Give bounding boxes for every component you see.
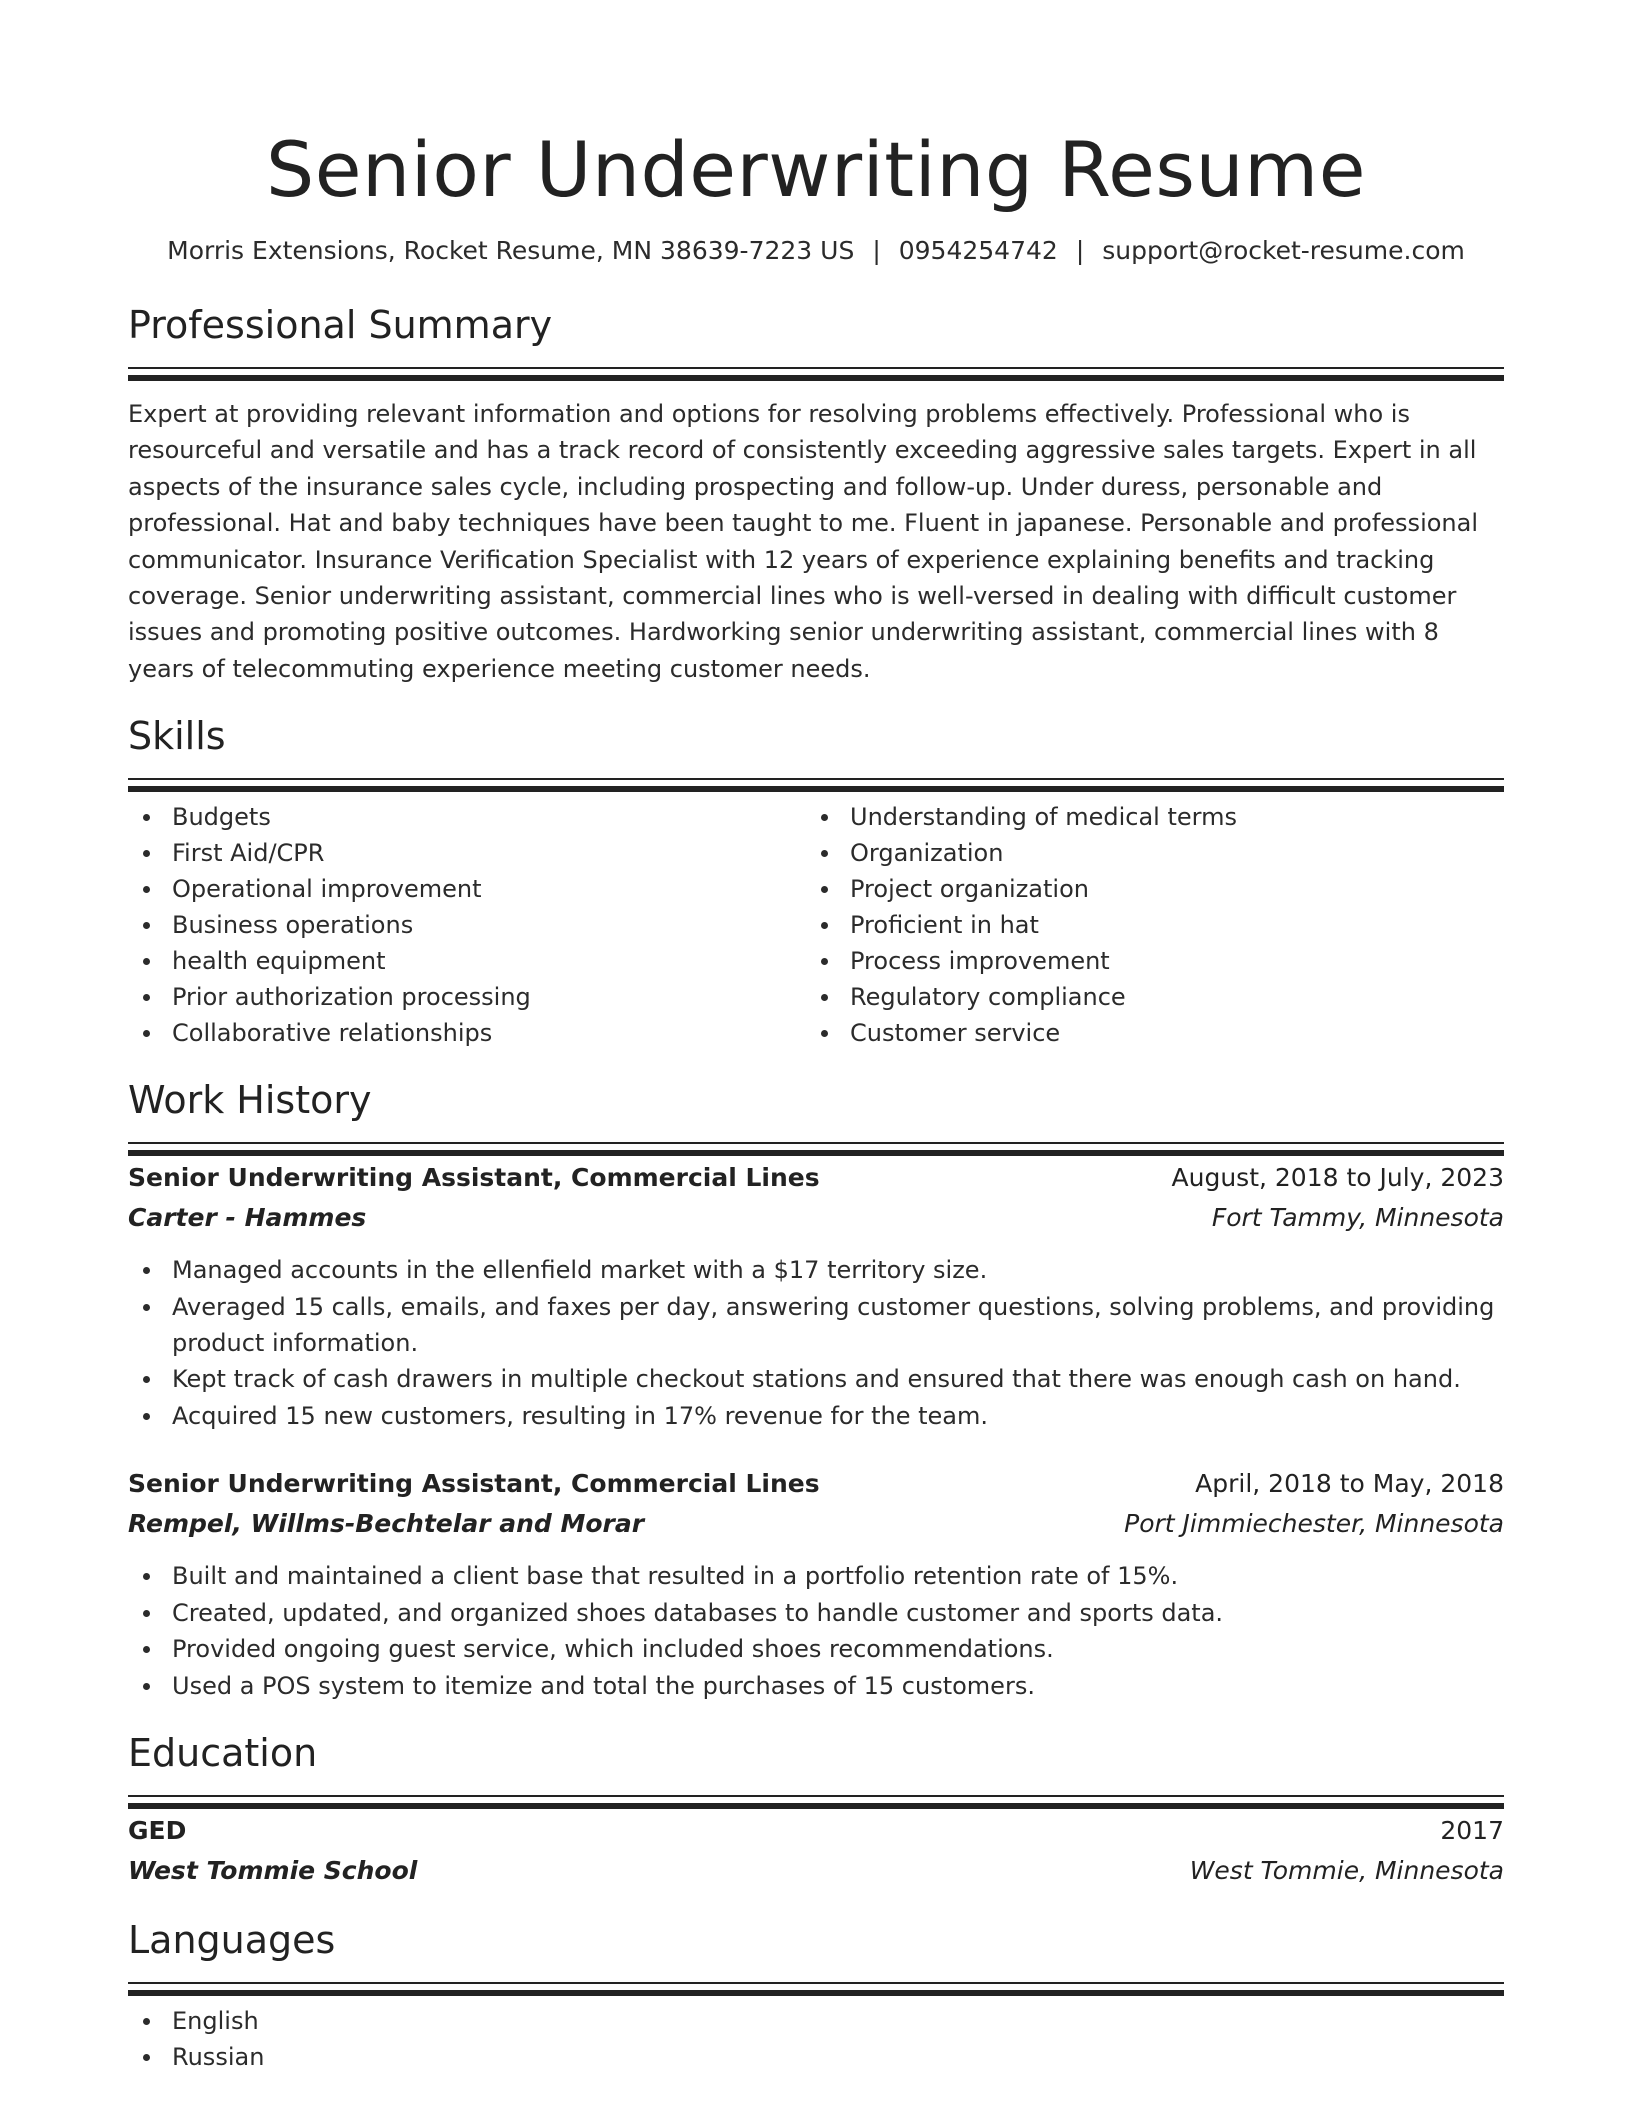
summary-text: Expert at providing relevant information and options for resolving problems effectively. Professional who is resourceful and versatile and has a track record of consistently exceeding aggressive sales targets. Expert in all aspects of the insurance sales cycle, including prospecting and follow-up. Under duress, personable and professional. Hat and baby techniques have been taught to me. Fluent in japanese. Personable and professional communicator. Insurance Verification Specialist with 12 years of experience explaining benefits and tracking coverage. Senior underwriting assistant, commercial lines who is well-versed in dealing with difficult customer issues and promoting positive outcomes. Hardworking senior underwriting assistant, commercial lines with 8 years of telecommuting experience meeting customer needs. bbox=[128, 400, 1478, 683]
education-subheader bbox=[128, 1851, 1504, 1891]
education-degree: GED bbox=[128, 1815, 187, 1845]
job-bullet: Built and maintained a client base that resulted in a portfolio retention rate of 15%. bbox=[128, 1558, 1504, 1594]
skills-column-left bbox=[128, 799, 806, 1051]
section-heading-languages: Languages bbox=[128, 1917, 336, 1962]
job-bullets bbox=[128, 1252, 1504, 1434]
skill-item: Proficient in hat bbox=[806, 907, 1484, 943]
job-bullet: Created, updated, and organized shoes databases to handle customer and sports data. bbox=[128, 1595, 1504, 1631]
skills-section bbox=[128, 712, 1504, 1051]
resume-page bbox=[128, 0, 1504, 2075]
job-dates: August, 2018 to July, 2023 bbox=[1171, 1163, 1504, 1193]
work-history-section bbox=[128, 1076, 1504, 1704]
section-heading-education: Education bbox=[128, 1730, 318, 1775]
skill-item: Operational improvement bbox=[128, 871, 806, 907]
education-year: 2017 bbox=[1440, 1815, 1504, 1845]
job-title: Senior Underwriting Assistant, Commercial Lines bbox=[128, 1469, 820, 1499]
job-bullet: Averaged 15 calls, emails, and faxes per day, answering customer questions, solving problems, and providing product information. bbox=[128, 1289, 1504, 1362]
skill-item: health equipment bbox=[128, 943, 806, 979]
education-section bbox=[128, 1729, 1504, 1891]
section-divider bbox=[128, 1795, 1504, 1797]
language-item: Russian bbox=[128, 2039, 1504, 2075]
skill-item: Collaborative relationships bbox=[128, 1015, 806, 1051]
skills-list-left bbox=[128, 799, 806, 1051]
job-company: Carter - Hammes bbox=[128, 1203, 367, 1233]
job-entry bbox=[128, 1464, 1504, 1704]
section-divider bbox=[128, 367, 1504, 369]
skill-item: Regulatory compliance bbox=[806, 979, 1484, 1015]
section-divider bbox=[128, 1982, 1504, 1984]
job-header bbox=[128, 1158, 1504, 1198]
job-company: Rempel, Willms-Bechtelar and Morar bbox=[128, 1509, 645, 1539]
job-entry bbox=[128, 1158, 1504, 1434]
contact-phone: 0954254742 bbox=[898, 236, 1058, 265]
languages-section bbox=[128, 1916, 1504, 2075]
job-dates: April, 2018 to May, 2018 bbox=[1195, 1469, 1504, 1499]
education-header bbox=[128, 1811, 1504, 1851]
section-heading-work-history: Work History bbox=[128, 1078, 372, 1123]
job-location: Port Jimmiechester, Minnesota bbox=[1124, 1509, 1504, 1539]
job-bullets bbox=[128, 1558, 1504, 1704]
contact-email: support@rocket-resume.com bbox=[1102, 236, 1465, 265]
skills-column-right bbox=[806, 799, 1484, 1051]
section-heading-summary: Professional Summary bbox=[128, 303, 553, 347]
skill-item: Process improvement bbox=[806, 943, 1484, 979]
languages-list bbox=[128, 2003, 1504, 2075]
job-header bbox=[128, 1464, 1504, 1504]
section-heading-skills: Skills bbox=[128, 714, 226, 759]
education-school: West Tommie School bbox=[128, 1855, 418, 1885]
skill-item: Understanding of medical terms bbox=[806, 799, 1484, 835]
resume-title: Senior Underwriting Resume bbox=[266, 125, 1366, 214]
skill-item: Prior authorization processing bbox=[128, 979, 806, 1015]
summary-section bbox=[128, 301, 1504, 687]
education-entry bbox=[128, 1811, 1504, 1891]
skill-item: Project organization bbox=[806, 871, 1484, 907]
skill-item: Business operations bbox=[128, 907, 806, 943]
section-divider bbox=[128, 778, 1504, 780]
skill-item: First Aid/CPR bbox=[128, 835, 806, 871]
job-subheader bbox=[128, 1198, 1504, 1238]
job-location: Fort Tammy, Minnesota bbox=[1211, 1203, 1504, 1233]
skills-grid bbox=[128, 799, 1504, 1051]
job-subheader bbox=[128, 1504, 1504, 1544]
contact-address: Morris Extensions, Rocket Resume, MN 38639-7223 US bbox=[167, 236, 855, 265]
skills-list-right bbox=[806, 799, 1484, 1051]
job-bullet: Managed accounts in the ellenfield market with a $17 territory size. bbox=[128, 1252, 1504, 1288]
job-bullet: Acquired 15 new customers, resulting in 17% revenue for the team. bbox=[128, 1398, 1504, 1434]
contact-separator: | bbox=[1075, 236, 1085, 265]
skill-item: Organization bbox=[806, 835, 1484, 871]
skill-item: Customer service bbox=[806, 1015, 1484, 1051]
education-location: West Tommie, Minnesota bbox=[1189, 1855, 1504, 1885]
job-title: Senior Underwriting Assistant, Commercial Lines bbox=[128, 1163, 820, 1193]
section-divider bbox=[128, 1142, 1504, 1144]
contact-separator: | bbox=[872, 236, 881, 265]
job-bullet: Kept track of cash drawers in multiple checkout stations and ensured that there was enough cash on hand. bbox=[128, 1361, 1504, 1397]
skill-item: Budgets bbox=[128, 799, 806, 835]
language-item: English bbox=[128, 2003, 1504, 2039]
job-bullet: Provided ongoing guest service, which included shoes recommendations. bbox=[128, 1631, 1504, 1667]
contact-line bbox=[128, 234, 1504, 268]
job-bullet: Used a POS system to itemize and total the purchases of 15 customers. bbox=[128, 1668, 1504, 1704]
